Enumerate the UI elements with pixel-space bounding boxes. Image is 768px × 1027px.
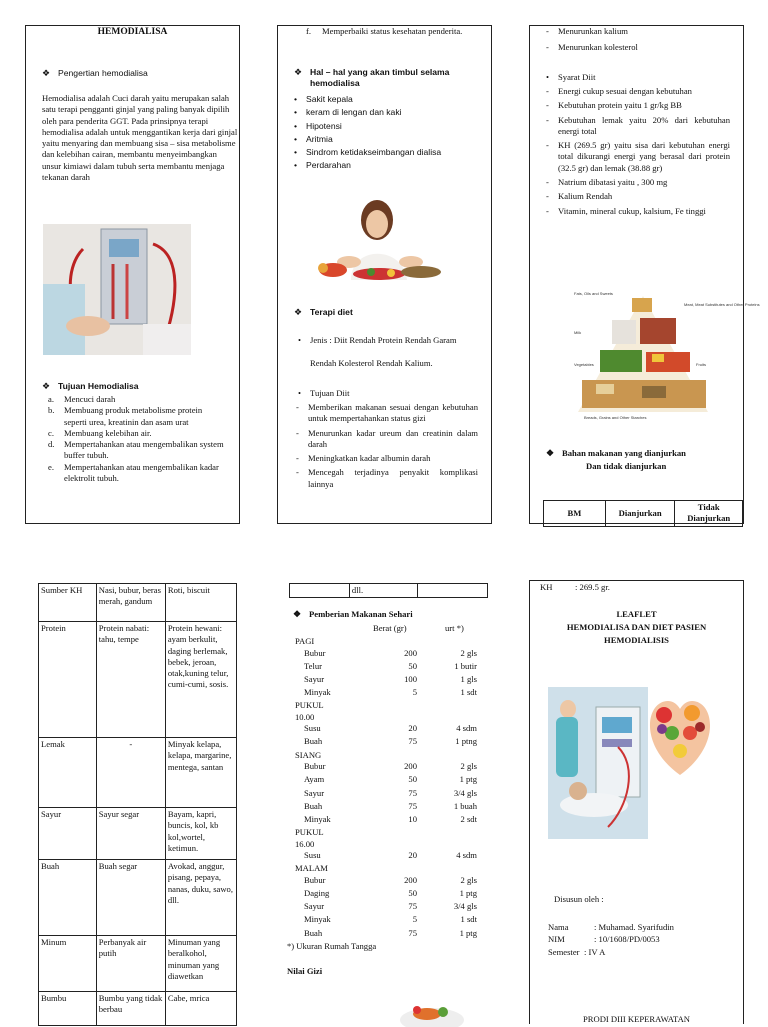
tujuan-item-text: Membuang kelebihan air. (64, 427, 152, 438)
table-continued (289, 583, 488, 598)
tujuan-diit-item: - Menurunkan kadar ureum dan creatinin dalam darah (294, 428, 478, 451)
meal-item-urt: 1 buah (453, 800, 477, 811)
syarat-item: - Energi cukup sesuai dengan kebutuhan (544, 86, 730, 97)
col-berat-label: Berat (gr) (373, 623, 407, 633)
meal-row (295, 736, 475, 749)
tujuan-item-number: a. (48, 394, 54, 404)
syarat-item: - Kebutuhan protein yaitu 1 gr/kg BB (544, 100, 730, 111)
cover-title-2: HEMODIALISA DAN DIET PASIEN (566, 622, 707, 632)
cover-title-3: HEMODIALISIS (604, 635, 669, 645)
tujuan-item-text: Membuang produk metabolisme protein seperti urea, kreatinin dan asam urat (64, 405, 203, 427)
meal-item-name: Ayam (304, 774, 325, 785)
cell-bm: Sayur (39, 808, 97, 860)
cell-tidak-dianjurkan: Roti, biscuit (165, 584, 236, 622)
tujuan-continued-item: - Menurunkan kalium (544, 26, 734, 37)
meal-item-name: Bubur (304, 874, 326, 885)
panel-efek-terapi (277, 25, 492, 524)
heading-pengertian-text: Pengertian hemodialisa (58, 68, 148, 78)
meal-item-berat: 5 (412, 914, 417, 925)
table-row (39, 936, 237, 992)
meal-item-berat: 20 (408, 723, 417, 734)
cell-dianjurkan: - (96, 738, 165, 808)
menu-schedule (287, 636, 477, 977)
meal-item-berat: 50 (408, 774, 417, 785)
cell-dianjurkan: Bumbu yang tidak berbau (96, 992, 165, 1026)
cell-bm: Minum (39, 936, 97, 992)
meal-item-name: Daging (304, 887, 330, 898)
footnote-urt: *) Ukuran Rumah Tangga (287, 940, 377, 951)
cell-dianjurkan: Perbanyak air putih (96, 936, 165, 992)
table-row (39, 808, 237, 860)
meal-item-berat: 200 (404, 647, 417, 658)
side-effect-item: • Sindrom ketidakseimbangan dialisa (292, 147, 482, 158)
panel-hemodialisa-intro (25, 25, 240, 524)
meal-row (295, 875, 475, 888)
meal-row (295, 888, 475, 901)
tujuan-item-text: Mempertahankan atau mengembalikan kadar elektrolit tubuh. (64, 461, 219, 484)
meal-item-berat: 100 (404, 673, 417, 684)
cell-dll: dll. (349, 584, 417, 598)
cell-bm: Bumbu (39, 992, 97, 1026)
meal-item-name: Minyak (304, 914, 331, 925)
heading-bahan-text: Bahan makanan yang dianjurkan (562, 448, 686, 458)
pyramid-label-meat: Meat, Meat Substitutes and Other Proteins (684, 302, 760, 307)
cell-bm: Protein (39, 622, 97, 738)
table-row (39, 860, 237, 936)
meal-item-name: Sayur (304, 901, 325, 912)
cell-bm: Lemak (39, 738, 97, 808)
nim-label: NIM (548, 934, 565, 944)
heading-pemberian-text: Pemberian Makanan Sehari (309, 609, 413, 619)
hemodialysis-machine-photo (43, 224, 191, 355)
cell-tidak-dianjurkan: Avokad, anggur, pisang, pepaya, nanas, duku, sawo, dll. (165, 860, 236, 936)
food-pyramid-image (572, 290, 760, 422)
semester-value: : IV A (584, 947, 606, 957)
nama-value: : Muhamad. Syarifudin (594, 922, 674, 932)
pyramid-label-milk: Milk (574, 330, 582, 335)
tujuan-item-text: Mencuci darah (64, 394, 116, 404)
tujuan-diit-text: Tujuan Diit (310, 388, 350, 398)
meal-item-berat: 75 (408, 901, 417, 912)
syarat-item: - Kalium Rendah (544, 191, 730, 202)
bahan-makanan-table (38, 583, 237, 1026)
syarat-diit-label (544, 72, 748, 83)
side-effect-item: • Sakit kepala (292, 94, 482, 105)
tujuan-item (42, 394, 224, 405)
jenis-diet (296, 335, 492, 346)
meal-item-urt: 3/4 gls (453, 787, 477, 798)
tujuan-item-text: Mempertahankan atau mengembalikan system buffer tubuh. (64, 439, 224, 461)
side-effect-item: • Hipotensi (292, 121, 482, 132)
heading-hal-timbul: ❖ Hal – hal yang akan timbul selama hemodialisa (294, 67, 450, 89)
cell-tidak-dianjurkan: Protein hewani: ayam berkulit, daging berlemak, bebek, jeroan, otak,kuning telur, cumi-cumi, sosis. (165, 622, 236, 738)
table-row (39, 738, 237, 808)
nim-value: : 10/1608/PD/0053 (594, 934, 660, 944)
tujuan-item (42, 439, 224, 462)
meal-item-urt: 2 gls (460, 761, 477, 772)
meal-time-label: MALAM (295, 863, 328, 874)
panel-cover (529, 580, 744, 1024)
heading-tujuan-text: Tujuan Hemodialisa (58, 381, 139, 391)
cell-dianjurkan: Sayur segar (96, 808, 165, 860)
meal-row (295, 661, 475, 674)
meal-item-name: Telur (304, 660, 323, 671)
meal-item-urt: 4 sdm (456, 850, 477, 861)
disusun-oleh: Disusun oleh : (554, 894, 604, 904)
kh-value: : 269.5 gr. (575, 582, 610, 592)
tujuan-diit-label (296, 388, 492, 399)
tujuan-list (42, 394, 224, 484)
meal-item-name: Buah (304, 800, 323, 811)
meal-row (295, 928, 475, 941)
heading-pengertian: ❖ Pengertian hemodialisa (42, 68, 148, 78)
cell-bm: Buah (39, 860, 97, 936)
meal-time-label: PUKUL 16.00 (295, 827, 324, 849)
woman-healthy-food-photo (311, 190, 451, 282)
tujuan-item-number: c. (48, 427, 54, 438)
heading-terapi-diet: ❖ Terapi diet (294, 307, 353, 317)
meal-item-berat: 75 (408, 787, 417, 798)
meal-row (295, 850, 475, 863)
cell-tidak-dianjurkan: Bayam, kapri, buncis, kol, kb kol,wortel, ketimun. (165, 808, 236, 860)
cell-bm: Sumber KH (39, 584, 97, 622)
list-item-f (300, 26, 502, 37)
meal-time-label: SIANG (295, 749, 322, 760)
pyramid-label-fats: Fats, Oils and Sweets (574, 291, 613, 296)
tujuan-item-number: e. (48, 461, 54, 472)
jenis-diet-text: Jenis : Diit Rendah Protein Rendah Garam (310, 335, 457, 345)
bahan-table-header (543, 500, 743, 527)
item-number: f. (306, 26, 312, 36)
meal-item-name: Buah (304, 736, 323, 747)
meal-item-name: Susu (304, 850, 321, 861)
tujuan-diit-item: - Memberikan makanan sesuai dengan kebutuhan untuk mempertahankan status gizi (294, 402, 478, 425)
cell-tidak-dianjurkan: Minyak kelapa, kelapa, margarine, mentega, santan (165, 738, 236, 808)
nama-label: Nama (548, 922, 569, 932)
meal-item-berat: 75 (408, 800, 417, 811)
heading-terapi-text: Terapi diet (310, 307, 353, 317)
meal-item-urt: 1 gls (460, 673, 477, 684)
meal-item-urt: 1 sdt (460, 687, 477, 698)
meal-row (295, 788, 475, 801)
meal-item-berat: 10 (408, 813, 417, 824)
meal-item-berat: 200 (404, 874, 417, 885)
tujuan-item (42, 428, 224, 439)
tujuan-diit-item: - Mencegah terjadinya penyakit komplikasi lainnya (294, 467, 478, 490)
panel-bahan-table (25, 580, 240, 1024)
syarat-diit-list (544, 86, 730, 220)
cell-dianjurkan: Nasi, bubur, beras merah, gandum (96, 584, 165, 622)
meal-item-name: Bubur (304, 761, 326, 772)
fruit-heart-image (648, 695, 712, 777)
meal-time-label: PUKUL 10.00 (295, 700, 324, 722)
meal-item-name: Sayur (304, 673, 325, 684)
meal-row (295, 674, 475, 687)
col-bm: BM (544, 501, 606, 527)
pyramid-label-vegetables: Vegetables (574, 362, 594, 367)
meal-item-name: Minyak (304, 813, 331, 824)
panel-pemberian-makanan (277, 580, 492, 1024)
heading-pemberian: ❖ Pemberian Makanan Sehari (293, 609, 413, 619)
meal-item-berat: 75 (408, 927, 417, 938)
meal-item-urt: 2 sdt (460, 813, 477, 824)
side-effect-item: • keram di lengan dan kaki (292, 107, 482, 118)
meal-item-berat: 50 (408, 660, 417, 671)
definition-paragraph: Hemodialisa adalah Cuci darah yaitu merupakan salah satu terapi pengganti ginjal yang paling banyak dipilih oleh para penderita GGT. Pada prinsipnya terapi hemodialisa adalah untuk menggantikan kerja dari ginjal yaitu menyaring dan membuang sisa – sisa metabolisme dan kelebihan cairan, membantu menyeimbangkan unsur kimiawi dalam tubuh serta membantu menjaga tekanan darah (42, 93, 238, 183)
pyramid-label-fruits: Fruits (696, 362, 706, 367)
col-urt-label: urt *) (445, 623, 464, 633)
meal-item-urt: 4 sdm (456, 723, 477, 734)
meal-item-urt: 2 gls (460, 874, 477, 885)
meal-item-urt: 3/4 gls (453, 901, 477, 912)
syarat-item: - Kebutuhan lemak yaitu 20% dari kebutuhan energi total (544, 115, 730, 138)
meal-time-label: PAGI (295, 636, 315, 646)
meal-row (295, 687, 475, 700)
meal-item-name: Minyak (304, 687, 331, 698)
side-effects-list (292, 94, 482, 174)
heading-bahan-makanan: ❖ Bahan makanan yang dianjurkan (546, 448, 686, 458)
tujuan-item-number: d. (48, 439, 55, 450)
prodi-label: PRODI DIII KEPERAWATAN (583, 1014, 690, 1024)
tujuan-diit-item: - Meningkatkan kadar albumin darah (294, 453, 478, 464)
tujuan-continued-list (544, 26, 734, 59)
tujuan-continued-item: - Menurunkan kolesterol (544, 42, 734, 53)
tujuan-item (42, 405, 224, 428)
meal-row (295, 914, 475, 927)
side-effect-item: • Aritmia (292, 134, 482, 145)
meal-item-urt: 1 ptg (459, 774, 477, 785)
pyramid-label-grains: Breads, Grains and Other Starches (584, 415, 647, 420)
meal-item-name: Bubur (304, 647, 326, 658)
table-row (39, 622, 237, 738)
col-dianjurkan: Dianjurkan (605, 501, 674, 527)
dialysis-nurse-photo (548, 687, 648, 839)
col-tidak-dianjurkan: Tidak Dianjurkan (675, 501, 743, 527)
heading-tujuan: ❖ Tujuan Hemodialisa (42, 381, 139, 391)
tujuan-item (42, 462, 224, 485)
cell-dianjurkan: Protein nabati: tahu, tempe (96, 622, 165, 738)
meal-item-berat: 50 (408, 887, 417, 898)
meal-row (295, 801, 475, 814)
table-row (39, 584, 237, 622)
item-text: Memperbaiki status kesehatan penderita. (322, 26, 463, 36)
heading-bahan-line2: Dan tidak dianjurkan (586, 461, 667, 471)
meal-item-name: Susu (304, 723, 321, 734)
heading-hal-text: Hal – hal yang akan timbul selama hemodialisa (310, 67, 450, 89)
semester-label: Semester (548, 947, 580, 957)
jenis-diet-line2: Rendah Kolesterol Rendah Kalium. (310, 358, 433, 368)
meal-row (295, 761, 475, 774)
meal-item-urt: 2 gls (460, 647, 477, 658)
cell-tidak-dianjurkan: Minuman yang beralkohol, minuman yang diawetkan (165, 936, 236, 992)
meal-item-berat: 200 (404, 761, 417, 772)
meal-item-name: Buah (304, 927, 323, 938)
syarat-item: - Vitamin, mineral cukup, kalsium, Fe tinggi (544, 206, 730, 217)
meal-item-berat: 20 (408, 850, 417, 861)
cell-tidak-dianjurkan: Cabe, mrica (165, 992, 236, 1026)
meal-row (295, 901, 475, 914)
kh-label: KH (540, 582, 553, 592)
meal-item-name: Sayur (304, 787, 325, 798)
meal-item-urt: 1 ptng (455, 736, 477, 747)
meal-row (295, 723, 475, 736)
panel-title: HEMODIALISA (97, 27, 168, 37)
tujuan-item-number: b. (48, 405, 55, 416)
meal-item-urt: 1 ptg (459, 887, 477, 898)
cell-dianjurkan: Buah segar (96, 860, 165, 936)
panel-syarat-diit (529, 25, 760, 524)
syarat-item: - Natrium dibatasi yaitu , 300 mg (544, 177, 730, 188)
syarat-diit-text: Syarat Diit (558, 72, 596, 82)
meal-row (295, 774, 475, 787)
food-plate-image (397, 996, 467, 1024)
meal-item-urt: 1 ptg (459, 927, 477, 938)
meal-item-berat: 75 (408, 736, 417, 747)
meal-row (295, 814, 475, 827)
heading-nilai-gizi: Nilai Gizi (287, 965, 323, 976)
meal-item-berat: 5 (412, 687, 417, 698)
side-effect-item: • Perdarahan (292, 160, 482, 171)
syarat-item: - KH (269.5 gr) yaitu sisa dari kebutuhan energi total dikurangi energi yang berasal dari protein (32.5 gr) dan lemak (38.88 gr) (544, 140, 730, 174)
cover-title-1: LEAFLET (616, 609, 657, 619)
meal-item-urt: 1 sdt (460, 914, 477, 925)
tujuan-diit-list (294, 402, 478, 493)
meal-item-urt: 1 butir (454, 660, 477, 671)
table-row (39, 992, 237, 1026)
meal-row (295, 648, 475, 661)
